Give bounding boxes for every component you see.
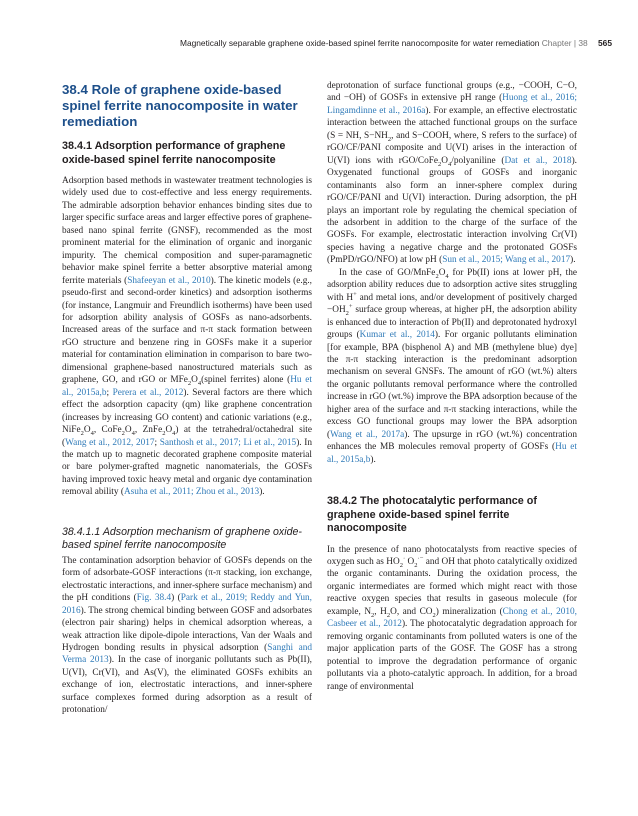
paragraph-adsorption-performance: Adsorption based methods in wastewater treatment technologies is widely used due to cost-effective and less energy requirements. The admirable adsorption behavior enhances binding sites due to larger specific surface areas and larger effective pores of graphene-based nano spinal ferrite (GNSF), recommended as the most prominent material for the elimination of organic and inorganic impurity. The chemical composition and super-paramagnetic behavior make spinel ferrite a better absorptive material among ferrite materials (Shafeeyan et al., 2010). The kinetic models (e.g., pseudo-first and second-order kinetics) and adsorption isotherms (for instance, Langmuir and Freundlich isotherms) have been used for adsorption ability analysis of GOSFs as nano-adsorbents. Increased areas of the surface and π-π stack formation between rGO structure and benzene ring in GOSFs make it a superior material for contamination elimination in comparison to bare two-dimensional graphene-based nanostructured materials such as graphene, GO, and rGO or $MFe_2O_4(spinel$ ferrites) alone (Hu et al., 2015a,b; Perera et al., 2012). Several factors are there which effect the adsorption capacity (qm) like graphene concentration (increases by increasing GO content) and cationic variations (e.g., $NiFe_2O_4$, $CoFe_2O_4$, $ZnFe_2O_4$) at the tetrahedral/octahedral site (Wang et al., 2012, 2017; Santhosh et al., 2017; Li et al., 2015). In the match up to magnetic decorated graphene composite material or bare polymer-grafted magnetic nanomaterials, the GOSFs having improved toxic heavy metal and organic dye contamination removal ability (Asuha et al., 2011; Zhou et al., 2013). (62, 176, 312, 498)
citation-link[interactable]: Wang et al., 2017a (330, 429, 405, 440)
citation-link[interactable]: Shafeeyan et al., 2010 (127, 275, 211, 286)
citation-link[interactable]: Wang et al., 2012, 2017 (65, 437, 155, 448)
right-column (327, 80, 577, 693)
section-38-4-1-title: 38.4.1 Adsorption performance of graphene oxide-based spinel ferrite nanocomposite (62, 140, 286, 166)
citation-link[interactable]: Perera et al., 2012 (112, 387, 184, 398)
citation-link[interactable]: Hu et al., 2015a,b (327, 442, 577, 465)
section-38-4-title: 38.4 Role of graphene oxide-based spinel ferrite nanocomposite in water remediation (62, 82, 298, 129)
citation-link[interactable]: Fig. 38.4 (136, 593, 172, 604)
section-38-4-2-title: 38.4.2 The photocatalytic performance of graphene oxide-based spinel ferrite nanocomposite (327, 495, 537, 535)
running-title: Magnetically separable graphene oxide-based spinel ferrite nanocomposite for water remediation (179, 38, 540, 48)
paragraph-adsorption-mechanism: The contamination adsorption behavior of GOSFs depends on the form of adsorbate-GOSF interactions (π-π stacking, ion exchange, electrostatic interactions, and inner-sphere surface mechanism) and the pH conditions (Fig. 38.4) (Park et al., 2019; Reddy and Yun, 2016). The strong chemical binding between GOSF and adsorbates (electron pair sharing) helps in chemical adsorption whereas, a weak attraction like dipole-dipole interactions, Van der Waals and Hydrogen bonding results in physical adsorption (Sanghi and Verma 2013). In the case of inorganic pollutants such as Pb(II), U(VI), Cr(VI), and As(V), the eliminated GOSFs exhibits an exchange of ion, electrostatic interactions, and inner-sphere surface complexes formed during adsorption as a result of protonation/ (62, 555, 312, 716)
left-column (62, 82, 312, 717)
citation-link[interactable]: Asuha et al., 2011; Zhou et al., 2013 (123, 487, 260, 498)
citation-link[interactable]: Santhosh et al., 2017; Li et al., 2015 (159, 437, 297, 448)
citation-link[interactable]: Hu et al., 2015a,b (62, 375, 312, 398)
citation-link[interactable]: Chong et al., 2010, Casbeer et al., 2012 (327, 606, 577, 630)
chapter-label: Chapter (541, 38, 572, 48)
citation-link[interactable]: Kumar et al., 2014 (359, 330, 435, 341)
chapter-number: 38 (578, 38, 588, 48)
paragraph-pb-adsorption: In the case of $GO/MnFe_2O_4$ for Pb(II) ions at lower pH, the adsorption ability reduces due to adsorption active sites struggling with H+ and metal ions, and/or development of positively charged $-OH_2^+$ surface group whereas, at higher pH, the adsorption ability is enhanced due to interaction of Pb(II) and deprotonated hydroxyl groups (Kumar et al., 2014). For organic pollutants elimination [for example, BPA (bisphenol A) and MB (methylene blue) dye] the π-π stacking interaction is the predominant adsorption mechanism on several GNSFs. The amount of rGO (wt.%) alters the organic pollutants removal performance where the controlled increase in rGO (wt.%) improve the BPA adsorption because of the higher area of the surface and π-π stacking interactions, while the excess GO functional groups may lower the BPA adsorption (Wang et al., 2017a). The upsurge in rGO (wt.%) concentration enhances the MB molecules removal property of GOSFs (Hu et al., 2015a,b). (327, 267, 578, 465)
citation-link[interactable]: Sanghi and Verma 2013 (62, 642, 312, 666)
page-number: 565 (598, 38, 612, 48)
citation-link[interactable]: Park et al., 2019; Reddy and Yun, 2016 (62, 593, 312, 616)
citation-link[interactable]: Huong et al., 2016; Lingamdinne et al., 2016a (327, 93, 577, 116)
running-header: Magnetically separable graphene oxide-based spinel ferrite nanocomposite for water remediation Chapter | 38 565 (179, 38, 612, 48)
citation-link[interactable]: Dat et al., 2018 (504, 155, 572, 166)
citation-link[interactable]: Sun et al., 2015; Wang et al., 2017 (442, 255, 571, 266)
paragraph-deprotonation: deprotonation of surface functional groups (e.g., −COOH, C−O, and −OH) of GOSFs in extensive pH range (Huong et al., 2016; Lingamdinne et al., 2016a). For example, an effective electrostatic interaction between the attached functional groups on the surface (S = NH, $S-NH_2$, and S−COOH, where, S refers to the surface) of rGO/CF/PANI composite and U(VI) arises in the interaction of U(VI) ions with rGO/$CoFe_2O_4$/polyaniline (Dat et al., 2018). Oxygenated functional groups of GOSFs and inorganic contaminants also form an inner-sphere complex during rGO/CF/PANI and U(VI) interaction. During adsorption, the pH plays an important role by regulating the chemical speciation of the adsorbent in addition to the charge of the surface of the GOSFs. For example, electrostatic interaction involving Cr(VI) species having a negative charge and the protonated GOSFs (PmPD/rGO/NFO) at low pH (Sun et al., 2015; Wang et al., 2017). (327, 81, 577, 266)
section-38-4-1-1-title: 38.4.1.1 Adsorption mechanism of graphene oxide-based spinel ferrite nanocomposite (62, 525, 302, 551)
paragraph-photocatalytic: In the presence of nano photocatalysts from reactive species of oxygen such as $HO_2^\cdot$ $O_2^{\cdot-}$ and OH that photo catalytically oxidized the organic contaminants. During the oxidation process, the organic intermediates are formed which might react with those reactive oxygen species that results in gaseous molecule (for example, $N_2$, $H_2O$, and $CO_2$) mineralization (Chong et al., 2010, Casbeer et al., 2012). The photocatalytic degradation approach for removing organic contaminants from polluted waters is one of the major application parts of the GOSF. The GOSF has a strong potential to improve the degradation performance of organic pollutants via a photo-catalytic approach. In addition, for a broad range of environmental (327, 544, 577, 692)
